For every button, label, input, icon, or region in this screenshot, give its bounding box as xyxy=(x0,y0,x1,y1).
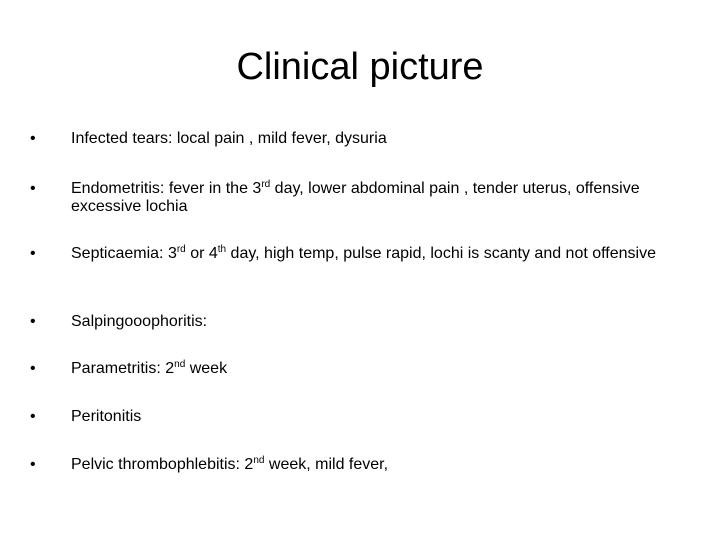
bullet-item xyxy=(30,456,680,474)
bullet-text: Salpingooophoritis: xyxy=(71,313,208,330)
bullet-dot: • xyxy=(30,456,36,473)
bullet-dot: • xyxy=(30,408,36,425)
bullet-item xyxy=(30,408,680,426)
bullet-dot: • xyxy=(30,180,36,197)
bullet-item xyxy=(30,313,680,331)
bullet-text: Peritonitis xyxy=(71,408,142,425)
bullet-dot: • xyxy=(30,130,36,147)
bullet-text: Parametritis: 2nd week xyxy=(71,359,228,377)
bullet-dot: • xyxy=(30,360,36,377)
bullet-dot: • xyxy=(30,313,36,330)
slide-title: Clinical picture xyxy=(236,46,484,88)
bullet-item xyxy=(30,360,680,378)
bullet-text: Infected tears: local pain , mild fever, dysuria xyxy=(71,130,387,147)
bullet-item xyxy=(30,180,680,216)
bullet-text: Septicaemia: 3rd or 4th day, high temp, pulse rapid, lochi is scanty and not offensive xyxy=(71,244,656,262)
bullet-dot: • xyxy=(30,245,36,262)
bullet-item xyxy=(30,130,680,148)
bullet-item xyxy=(30,245,680,263)
bullet-text: Endometritis: fever in the 3rd day, lower abdominal pain , tender uterus, offensive excessive lochia xyxy=(71,179,640,215)
bullet-text: Pelvic thrombophlebitis: 2nd week, mild fever, xyxy=(71,455,389,473)
